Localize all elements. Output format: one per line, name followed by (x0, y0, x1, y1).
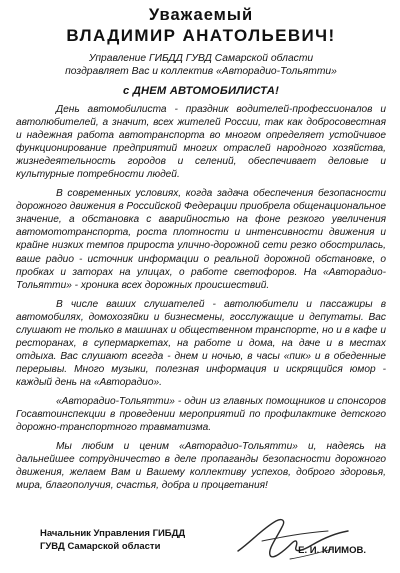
signer-title-line-2: ГУВД Самарской области (40, 541, 161, 552)
headline: с ДНЕМ АВТОМОБИЛИСТА! (122, 85, 279, 97)
paragraph-3: В числе ваших слушателей - автолюбители и пассажиры в автомобилях, домохозяйки и бизнесмены, госслужащие и депутаты. Вас слушают не только в машинах и общественном транспорте, но и в кафе и ресторанах, в супермаркетах, на работе и дома, на даче и в местах отдыха. Вас слушают всегда - днем и ночью, в часы «пик» и в обеденные перерывы. Много музыки, полезная информация и искрящийся юмор - каждый день на «Авторадио». (16, 298, 386, 388)
letter-body (16, 103, 386, 492)
signature-block (40, 527, 386, 567)
greeting-line-2: ВЛАДИМИР АНАТОЛЬЕВИЧ! (66, 26, 336, 45)
sender-block (16, 52, 386, 78)
paragraph-1: День автомобилиста - праздник водителей-профессионалов и автолюбителей, а значит, всех жителей России, так как добросовестная и надежная работа автотранспорта во многом определяет устойчивое функционирование предприятий многих отраслей народного хозяйства, жизнедеятельность городов и селений, обеспечивает деловые и культурные потребности людей. (16, 104, 386, 181)
signer-title (40, 527, 185, 553)
sender-line-2: поздравляет Вас и коллектив «Авторадио-Тольятти» (65, 66, 337, 77)
handwritten-signature (232, 511, 352, 567)
signer-title-line-1: Начальник Управления ГИБДД (40, 528, 186, 539)
paragraph-4: «Авторадио-Тольятти» - один из главных помощников и спонсоров Госавтоинспекции в проведении мероприятий по профилактике детского дорожно-транспортного травматизма. (16, 395, 386, 434)
signer-name: Е. И. КЛИМОВ. (298, 545, 366, 556)
paragraph-5: Мы любим и ценим «Авторадио-Тольятти» и, надеясь на дальнейшее сотрудничество в деле пропаганды безопасности дорожного движения, желаем Вам и Вашему коллективу успехов, доброго здоровья, мира, благополучия, счастья, добра и процветания! (16, 441, 386, 492)
sender-line-1: Управление ГИБДД ГУВД Самарской области (88, 53, 314, 64)
paragraph-2: В современных условиях, когда задача обеспечения безопасности дорожного движения в Российской Федерации приобрела общенациональное значение, а обстановка с аварийностью на фоне резкого увеличения автомототранспорта, роста плотности и интенсивности движения и крайне низких темпов прироста улично-дорожной сети резко обострилась, ваше радио - источник информации о реальной дорожной обстановке, о пробках и заторах на улицах, о работе светофоров. На «Авторадио-Тольятти» - хроника всех дорожных происшествий. (16, 188, 386, 291)
greeting-line-1: Уважаемый (148, 6, 254, 24)
